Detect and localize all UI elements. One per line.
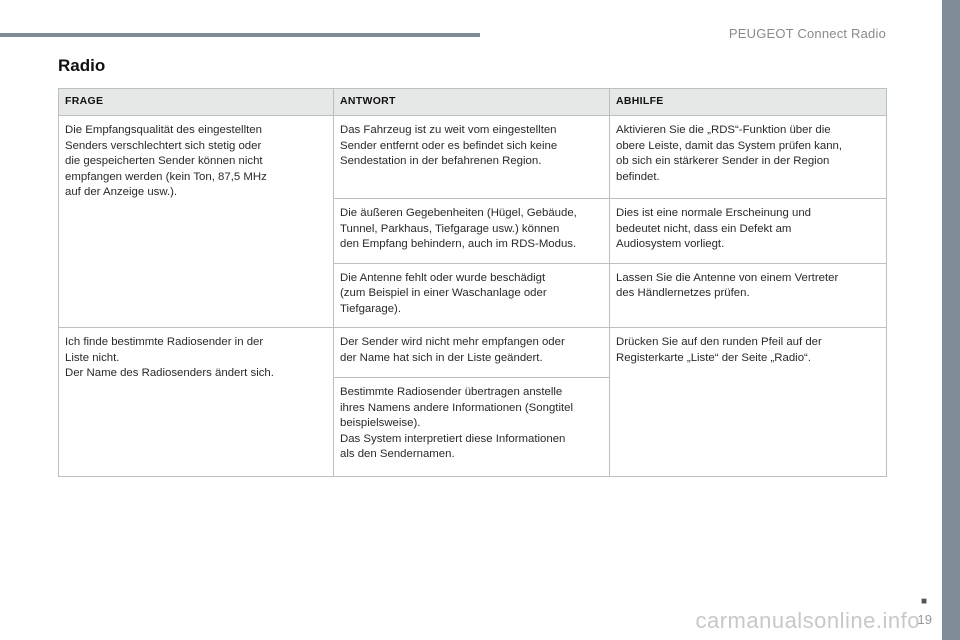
header-remedy: ABHILFE bbox=[610, 89, 887, 116]
answer-text: Die äußeren Gegebenheiten (Hügel, Gebäude, Tunnel, Parkhaus, Tiefgarage usw.) können den Empfang behindern, auch im RDS-Modus. bbox=[340, 207, 577, 250]
faq-table bbox=[58, 88, 887, 477]
header-question: FRAGE bbox=[59, 89, 334, 116]
remedy-cell bbox=[610, 263, 887, 328]
header-title: PEUGEOT Connect Radio bbox=[728, 26, 886, 41]
remedy-text: Aktivieren Sie die „RDS“-Funktion über die obere Leiste, damit das System prüfen kann, ob sich ein stärkerer Sender in der Region befindet. bbox=[616, 124, 843, 183]
answer-text: Das Fahrzeug ist zu weit vom eingestellten Sender entfernt oder es befindet sich keine Sendestation in der befahrenen Region. bbox=[340, 124, 558, 167]
section-title: Radio bbox=[58, 56, 106, 75]
remedy-text: Dies ist eine normale Erscheinung und bedeutet nicht, dass ein Defekt am Audiosystem vorliegt. bbox=[616, 207, 812, 250]
answer-cell bbox=[334, 199, 610, 264]
answer-text: Der Sender wird nicht mehr empfangen oder der Name hat sich in der Liste geändert. bbox=[340, 336, 565, 364]
page-number: 19 bbox=[917, 612, 932, 627]
header-answer: ANTWORT bbox=[334, 89, 610, 116]
answer-cell bbox=[334, 116, 610, 199]
end-marker: ■ bbox=[920, 596, 927, 607]
table-row bbox=[59, 116, 887, 199]
question-cell bbox=[59, 116, 334, 328]
remedy-text: Lassen Sie die Antenne von einem Vertreter des Händlernetzes prüfen. bbox=[616, 271, 839, 299]
answer-text: Bestimmte Radiosender übertragen anstelle ihres Namens andere Informationen (Songtitel beispielsweise). Das System interpretiert diese Informationen als den Sendernamen. bbox=[340, 386, 574, 460]
remedy-text: Drücken Sie auf den runden Pfeil auf der Registerkarte „Liste“ der Seite „Radio“. bbox=[616, 336, 822, 364]
remedy-cell bbox=[610, 328, 887, 477]
question-text: Die Empfangsqualität des eingestellten Senders verschlechtert sich stetig oder die gespeicherten Sender können nicht empfangen werden (kein Ton, 87,5 MHz auf der Anzeige usw.). bbox=[65, 124, 267, 198]
answer-text: Die Antenne fehlt oder wurde beschädigt (zum Beispiel in einer Waschanlage oder Tiefgarage). bbox=[340, 271, 547, 315]
remedy-cell bbox=[610, 199, 887, 264]
answer-cell bbox=[334, 328, 610, 378]
side-tab-bar bbox=[942, 0, 960, 640]
question-cell bbox=[59, 328, 334, 477]
answer-cell bbox=[334, 263, 610, 328]
table-row bbox=[59, 328, 887, 378]
remedy-cell bbox=[610, 116, 887, 199]
answer-cell bbox=[334, 378, 610, 477]
header-rule bbox=[0, 33, 480, 37]
table-header-row bbox=[59, 89, 887, 116]
question-text: Ich finde bestimmte Radiosender in der Liste nicht. Der Name des Radiosenders ändert sich. bbox=[65, 336, 274, 379]
watermark-text: carmanualsonline.info bbox=[695, 608, 920, 633]
